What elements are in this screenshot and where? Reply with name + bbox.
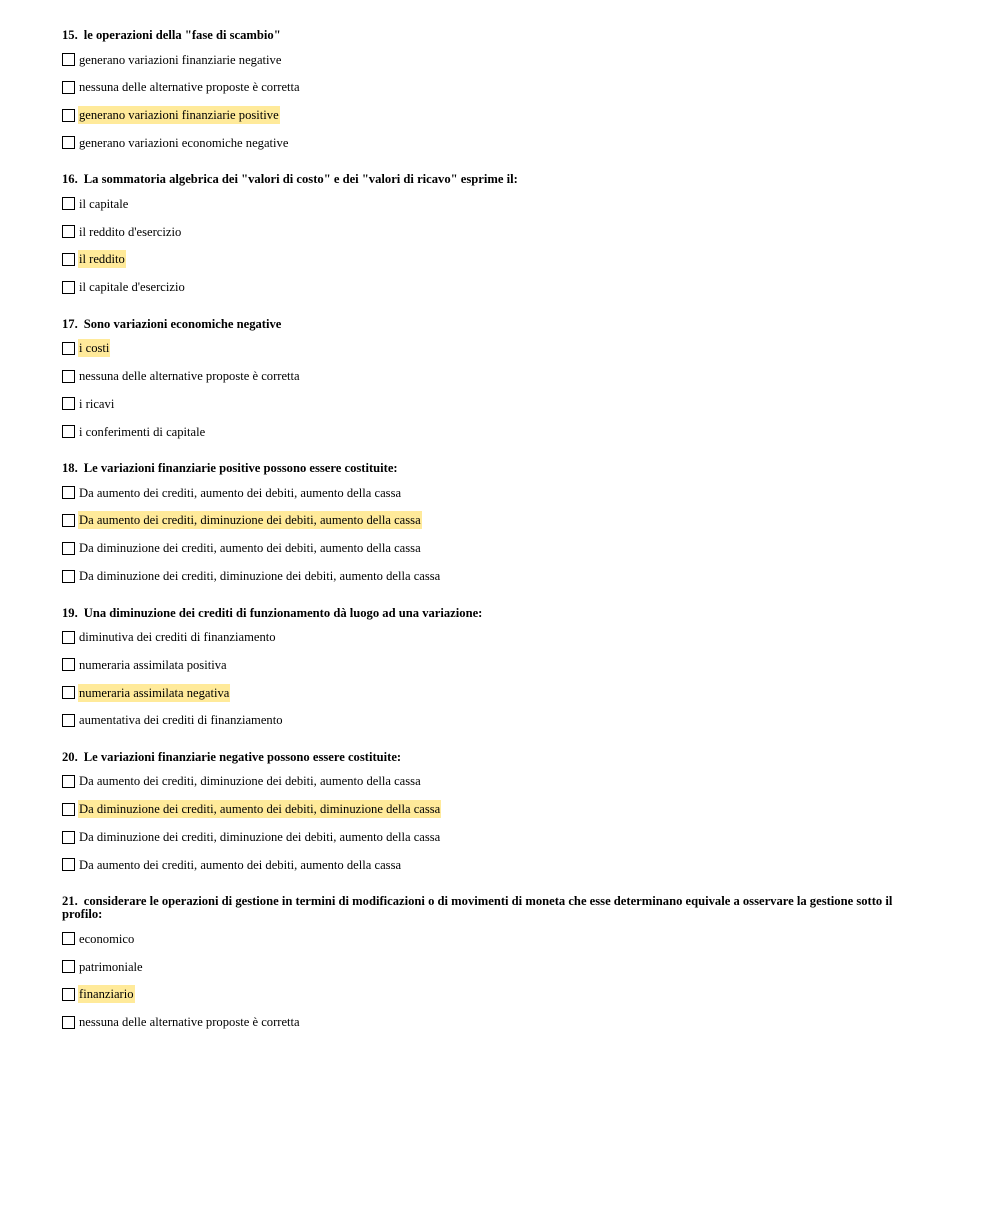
question-text: Sono variazioni economiche negative: [83, 316, 282, 331]
checkbox[interactable]: [62, 858, 75, 871]
answer-option[interactable]: [62, 628, 922, 647]
checkbox[interactable]: [62, 81, 75, 94]
checkbox[interactable]: [62, 109, 75, 122]
question-number: 19.: [62, 605, 78, 620]
answer-option[interactable]: [62, 339, 922, 358]
answer-option[interactable]: [62, 1013, 922, 1032]
option-label: i ricavi: [79, 396, 115, 411]
option-label: numeraria assimilata positiva: [79, 657, 227, 672]
question-number: 21.: [62, 894, 78, 909]
option-label: Da diminuzione dei crediti, aumento dei debiti, aumento della cassa: [79, 541, 421, 556]
answer-option[interactable]: [62, 828, 922, 847]
answer-option[interactable]: [62, 106, 922, 125]
answer-option[interactable]: [62, 222, 922, 241]
question-15: [62, 28, 922, 152]
answer-option[interactable]: [62, 133, 922, 152]
option-label: generano variazioni finanziarie negative: [79, 52, 282, 67]
question-number: 20.: [62, 749, 78, 764]
question-title: [62, 172, 922, 186]
checkbox[interactable]: [62, 136, 75, 149]
checkbox[interactable]: [62, 803, 75, 816]
answer-option[interactable]: [62, 855, 922, 874]
answer-option[interactable]: [62, 511, 922, 530]
question-title: [62, 28, 922, 42]
checkbox[interactable]: [62, 831, 75, 844]
checkbox[interactable]: [62, 397, 75, 410]
option-label-highlighted: finanziario: [79, 987, 134, 1002]
option-label-highlighted: Da diminuzione dei crediti, aumento dei debiti, diminuzione della cassa: [79, 802, 441, 817]
option-label: generano variazioni economiche negative: [79, 135, 289, 150]
question-title: [62, 894, 922, 921]
option-label-highlighted: generano variazioni finanziarie positive: [79, 108, 279, 123]
answer-option[interactable]: [62, 683, 922, 702]
question-number: 15.: [62, 28, 78, 42]
question-title: [62, 461, 922, 475]
checkbox[interactable]: [62, 960, 75, 973]
answer-option[interactable]: [62, 278, 922, 297]
checkbox[interactable]: [62, 1016, 75, 1029]
checkbox[interactable]: [62, 281, 75, 294]
question-text: La sommatoria algebrica dei "valori di costo" e dei "valori di ricavo" esprime il:: [83, 172, 518, 187]
checkbox[interactable]: [62, 542, 75, 555]
option-label: i conferimenti di capitale: [79, 424, 206, 439]
answer-option[interactable]: [62, 394, 922, 413]
option-label: Da diminuzione dei crediti, diminuzione dei debiti, aumento della cassa: [79, 830, 441, 845]
option-label: economico: [79, 931, 135, 946]
quiz-page: [62, 28, 922, 1041]
checkbox[interactable]: [62, 686, 75, 699]
option-label: aumentativa dei crediti di finanziamento: [79, 713, 283, 728]
checkbox[interactable]: [62, 514, 75, 527]
checkbox[interactable]: [62, 425, 75, 438]
checkbox[interactable]: [62, 225, 75, 238]
option-label: Da aumento dei crediti, diminuzione dei debiti, aumento della cassa: [79, 774, 421, 789]
question-19: [62, 606, 922, 730]
checkbox[interactable]: [62, 486, 75, 499]
answer-option[interactable]: [62, 50, 922, 69]
question-17: [62, 317, 922, 441]
option-label: Da diminuzione dei crediti, diminuzione dei debiti, aumento della cassa: [79, 569, 441, 584]
checkbox[interactable]: [62, 714, 75, 727]
question-20: [62, 750, 922, 874]
question-18: [62, 461, 922, 585]
answer-option[interactable]: [62, 483, 922, 502]
question-number: 18.: [62, 461, 78, 476]
checkbox[interactable]: [62, 342, 75, 355]
answer-option[interactable]: [62, 539, 922, 558]
option-label-highlighted: numeraria assimilata negativa: [79, 685, 230, 700]
question-title: [62, 606, 922, 620]
option-label: nessuna delle alternative proposte è corretta: [79, 1015, 300, 1030]
option-label: nessuna delle alternative proposte è corretta: [79, 369, 300, 384]
checkbox[interactable]: [62, 253, 75, 266]
option-label: Da aumento dei crediti, aumento dei debiti, aumento della cassa: [79, 485, 402, 500]
answer-option[interactable]: [62, 985, 922, 1004]
checkbox[interactable]: [62, 370, 75, 383]
answer-option[interactable]: [62, 772, 922, 791]
checkbox[interactable]: [62, 631, 75, 644]
question-text: Le variazioni finanziarie negative possono essere costituite:: [83, 749, 402, 764]
question-text: Una diminuzione dei crediti di funzionamento dà luogo ad una variazione:: [83, 605, 483, 620]
question-number: 17.: [62, 316, 78, 331]
option-label-highlighted: il reddito: [79, 252, 125, 267]
option-label: il capitale d'esercizio: [79, 280, 185, 295]
option-label-highlighted: Da aumento dei crediti, diminuzione dei debiti, aumento della cassa: [79, 513, 421, 528]
checkbox[interactable]: [62, 988, 75, 1001]
question-title: [62, 750, 922, 764]
answer-option[interactable]: [62, 957, 922, 976]
question-number: 16.: [62, 172, 78, 187]
question-text: le operazioni della "fase di scambio": [83, 28, 281, 42]
option-label: Da aumento dei crediti, aumento dei debiti, aumento della cassa: [79, 857, 402, 872]
question-title: [62, 317, 922, 331]
answer-option[interactable]: [62, 711, 922, 730]
answer-option[interactable]: [62, 655, 922, 674]
answer-option[interactable]: [62, 78, 922, 97]
answer-option[interactable]: [62, 567, 922, 586]
answer-option[interactable]: [62, 367, 922, 386]
checkbox[interactable]: [62, 197, 75, 210]
option-label: il reddito d'esercizio: [79, 224, 182, 239]
answer-option[interactable]: [62, 422, 922, 441]
question-21: [62, 894, 922, 1031]
answer-option[interactable]: [62, 194, 922, 213]
answer-option[interactable]: [62, 929, 922, 948]
question-text: Le variazioni finanziarie positive possono essere costituite:: [83, 461, 398, 476]
checkbox[interactable]: [62, 775, 75, 788]
answer-option[interactable]: [62, 800, 922, 819]
question-text: considerare le operazioni di gestione in termini di modificazioni o di movimenti di moneta che esse determinano equivale a osservare la gestione sotto il profilo:: [62, 894, 893, 922]
answer-option[interactable]: [62, 250, 922, 269]
option-label: nessuna delle alternative proposte è corretta: [79, 80, 300, 95]
checkbox[interactable]: [62, 932, 75, 945]
question-16: [62, 172, 922, 296]
option-label: il capitale: [79, 196, 129, 211]
option-label-highlighted: i costi: [79, 341, 110, 356]
option-label: patrimoniale: [79, 959, 143, 974]
checkbox[interactable]: [62, 658, 75, 671]
checkbox[interactable]: [62, 53, 75, 66]
checkbox[interactable]: [62, 570, 75, 583]
option-label: diminutiva dei crediti di finanziamento: [79, 630, 276, 645]
